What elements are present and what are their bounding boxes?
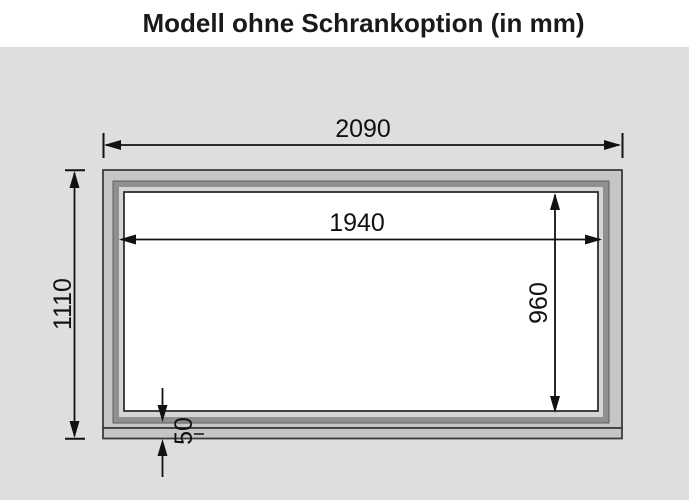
arrowhead-up-icon [158,439,168,456]
arrowhead-down-icon [70,421,80,438]
page-title: Modell ohne Schrankoption (in mm) [142,8,585,38]
dimension-outer-depth [49,170,85,438]
dimension-label-outer-width: 2090 [335,115,391,143]
drawing-panel [0,47,689,500]
dimension-outer-width [104,115,623,158]
dimension-label-floor-overhang: 50 [170,417,198,445]
dimension-label-inner-width: 1940 [329,209,385,237]
arrowhead-left-icon [104,140,121,150]
arrowhead-up-icon [70,171,80,188]
dimension-label-outer-depth: 1110 [49,278,77,330]
dimension-label-inner-depth: 960 [525,282,553,324]
title-bar [0,0,689,47]
floor-plan-diagram [0,47,689,500]
arrowhead-right-icon [604,140,621,150]
